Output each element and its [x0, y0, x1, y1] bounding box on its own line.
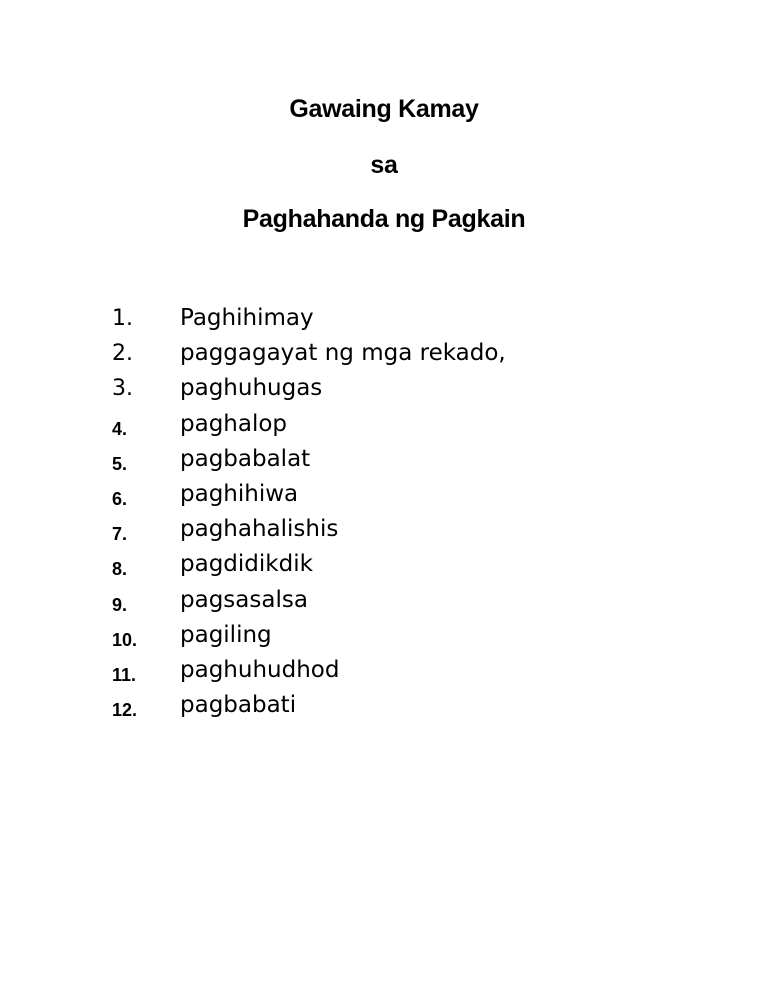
- list-item: [0, 654, 768, 689]
- list-item: [0, 408, 768, 443]
- list-item-number: 2.: [112, 341, 133, 367]
- list-item-text: pagiling: [180, 621, 272, 648]
- list-item: [0, 443, 768, 478]
- title-line-2: sa: [370, 151, 398, 179]
- list-item-text: paggagayat ng mga rekado,: [180, 340, 506, 367]
- list-item-text: pagbabati: [180, 692, 297, 719]
- list-item: [0, 619, 768, 654]
- list-item-number: 4.: [112, 418, 128, 439]
- list-item: [0, 548, 768, 583]
- list-item-number: 7.: [112, 524, 128, 545]
- list-item: [0, 302, 768, 337]
- list-item: [0, 478, 768, 513]
- list-item: [0, 584, 768, 619]
- list-item-text: paghihiwa: [180, 480, 299, 507]
- list-item: [0, 689, 768, 724]
- list-item-number: 12.: [112, 700, 138, 721]
- list-item-number: 3.: [112, 376, 133, 402]
- list-item-text: paghahalishis: [180, 516, 339, 543]
- list-item-number: 6.: [112, 488, 128, 509]
- list-item: [0, 372, 768, 407]
- list-item-text: Paghihimay: [180, 305, 314, 331]
- list-item-number: 5.: [112, 453, 128, 474]
- title-line-3: Paghahanda ng Pagkain: [242, 205, 526, 233]
- list-item-number: 10.: [112, 629, 138, 650]
- task-list: [0, 302, 768, 724]
- list-item-text: pagsasalsa: [180, 586, 308, 613]
- list-item-number: 1.: [112, 306, 133, 331]
- list-item-number: 11.: [112, 664, 137, 685]
- list-item: [0, 513, 768, 548]
- list-item-text: pagbabalat: [180, 445, 311, 472]
- list-item: [0, 337, 768, 372]
- list-item-number: 8.: [112, 559, 128, 580]
- list-item-number: 9.: [112, 594, 128, 615]
- list-item-text: pagdidikdik: [180, 551, 313, 578]
- list-item-text: paghuhugas: [180, 375, 323, 402]
- title-line-1: Gawaing Kamay: [289, 95, 479, 123]
- list-item-text: paghuhudhod: [180, 656, 340, 683]
- list-item-text: paghalop: [180, 410, 288, 437]
